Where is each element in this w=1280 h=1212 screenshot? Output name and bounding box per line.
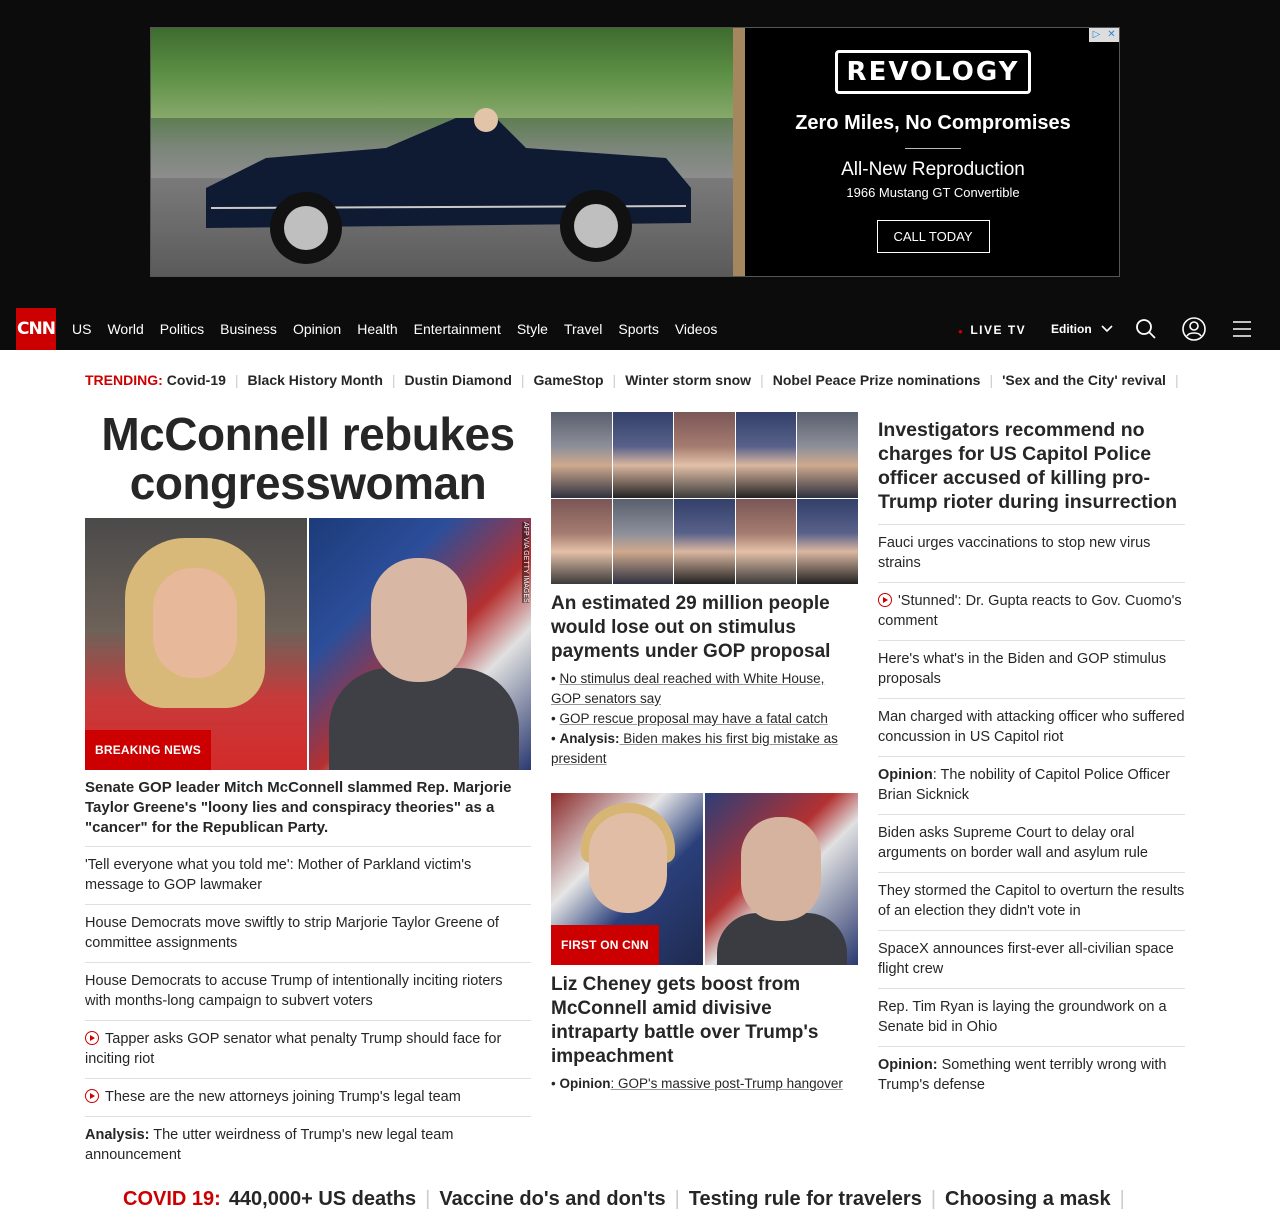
nav-link-travel[interactable]: Travel xyxy=(563,321,603,337)
senators-grid-image[interactable] xyxy=(551,412,858,584)
top-nav xyxy=(0,308,1280,350)
video-play-icon xyxy=(85,1031,99,1045)
ad-headline: Zero Miles, No Compromises xyxy=(795,112,1071,134)
edition-selector[interactable] xyxy=(1051,308,1113,350)
trending-label: TRENDING: xyxy=(85,372,163,388)
list-item[interactable]: Opinion: The nobility of Capitol Police Officer Brian Sicknick xyxy=(878,756,1185,814)
ad-banner-area xyxy=(0,0,1280,308)
list-item[interactable]: These are the new attorneys joining Trump's legal team xyxy=(85,1078,531,1116)
trending-item[interactable]: Covid-19 xyxy=(166,372,226,388)
opinion-label: Opinion: xyxy=(878,1057,938,1073)
edition-label: Edition xyxy=(1051,322,1092,336)
cheney-mcconnell-image[interactable] xyxy=(551,793,858,965)
list-item[interactable]: Opinion: Something went terribly wrong with Trump's defense xyxy=(878,1046,1185,1104)
trending-item[interactable]: 'Sex and the City' revival xyxy=(1002,372,1166,388)
cnn-logo[interactable]: CNN xyxy=(16,308,56,350)
nav-link-opinion[interactable]: Opinion xyxy=(292,321,342,337)
nav-link-health[interactable]: Health xyxy=(357,321,398,337)
analysis-label: Analysis: xyxy=(85,1127,150,1143)
list-item[interactable]: House Democrats move swiftly to strip Marjorie Taylor Greene of committee assignments xyxy=(85,904,531,962)
ad-call-today-button[interactable]: CALL TODAY xyxy=(877,220,990,253)
list-item[interactable]: 'Stunned': Dr. Gupta reacts to Gov. Cuomo's comment xyxy=(878,582,1185,640)
nav-link-style[interactable]: Style xyxy=(516,321,548,337)
image-credit: AFP VIA GETTY IMAGES xyxy=(522,522,529,603)
video-play-icon xyxy=(85,1089,99,1103)
lead-summary[interactable]: Senate GOP leader Mitch McConnell slammed Rep. Marjorie Taylor Greene's "loony lies and conspiracy theories" as a "cancer" for the Republican Party. xyxy=(85,779,512,836)
nav-link-world[interactable]: World xyxy=(107,321,144,337)
list-item[interactable]: Tapper asks GOP senator what penalty Trump should face for inciting riot xyxy=(85,1020,531,1078)
lead-image[interactable] xyxy=(85,518,531,770)
covid-link[interactable]: Testing rule for travelers xyxy=(688,1187,922,1210)
list-item[interactable]: They stormed the Capitol to overturn the results of an election they didn't vote in xyxy=(878,872,1185,930)
covid-link[interactable]: Vaccine do's and don'ts xyxy=(439,1187,666,1210)
list-item[interactable]: Fauci urges vaccinations to stop new virus strains xyxy=(878,524,1185,582)
breaking-news-badge: BREAKING NEWS xyxy=(85,730,211,770)
ad-brand-logo: REVOLOGY xyxy=(835,50,1031,94)
nav-link-entertainment[interactable]: Entertainment xyxy=(413,321,501,337)
list-item[interactable]: SpaceX announces first-ever all-civilian space flight crew xyxy=(878,930,1185,988)
bullet-item[interactable]: • GOP rescue proposal may have a fatal catch xyxy=(551,709,858,729)
user-icon[interactable] xyxy=(1182,317,1206,341)
nav-links xyxy=(72,308,733,350)
list-item[interactable]: Here's what's in the Biden and GOP stimulus proposals xyxy=(878,640,1185,698)
chevron-down-icon xyxy=(1101,325,1113,333)
ad-divider xyxy=(905,148,961,149)
covid-link[interactable]: Choosing a mask xyxy=(945,1187,1111,1210)
live-tv-label: LIVE TV xyxy=(970,323,1027,337)
opinion-label: Opinion xyxy=(878,767,933,783)
nav-link-business[interactable]: Business xyxy=(220,321,277,337)
ad-subhead: All-New Reproduction xyxy=(841,159,1025,180)
list-item[interactable]: House Democrats to accuse Trump of intentionally inciting rioters with months-long campaign to subvert voters xyxy=(85,962,531,1020)
stimulus-bullets xyxy=(551,669,858,769)
covid-link[interactable]: 440,000+ US deaths xyxy=(228,1187,417,1210)
trending-item[interactable]: Black History Month xyxy=(247,372,383,388)
live-tv-link[interactable] xyxy=(958,308,1026,354)
stimulus-headline[interactable]: An estimated 29 million people would lose out on stimulus payments under GOP proposal xyxy=(551,593,831,662)
nav-link-videos[interactable]: Videos xyxy=(674,321,718,337)
trending-item[interactable]: Dustin Diamond xyxy=(404,372,512,388)
trending-bar: TRENDING: Covid-19 | Black History Month | Dustin Diamond | GameStop | Winter storm snow | Nobel Peace Prize nominations | 'Sex and the City' revival | xyxy=(85,372,1179,388)
cheney-headline[interactable]: Liz Cheney gets boost from McConnell amid divisive intraparty battle over Trump's impeachment xyxy=(551,974,819,1067)
ad-car-photo[interactable] xyxy=(151,28,733,277)
list-item[interactable]: Rep. Tim Ryan is laying the groundwork on a Senate bid in Ohio xyxy=(878,988,1185,1046)
list-item[interactable]: 'Tell everyone what you told me': Mother of Parkland victim's message to GOP lawmaker xyxy=(85,846,531,904)
nav-link-politics[interactable]: Politics xyxy=(159,321,205,337)
nav-link-sports[interactable]: Sports xyxy=(618,321,659,337)
capitol-police-headline[interactable]: Investigators recommend no charges for US Capitol Police officer accused of killing pro-Trump rioter during insurrection xyxy=(878,419,1178,513)
bullet-item[interactable]: • Opinion: GOP's massive post-Trump hangover xyxy=(551,1074,858,1094)
car-illustration xyxy=(196,78,696,268)
list-item[interactable]: Man charged with attacking officer who suffered concussion in US Capitol riot xyxy=(878,698,1185,756)
bullet-item[interactable]: • No stimulus deal reached with White House, GOP senators say xyxy=(551,669,858,709)
right-story-list xyxy=(878,524,1185,1104)
advertisement[interactable] xyxy=(150,27,1120,277)
trending-item[interactable]: Nobel Peace Prize nominations xyxy=(772,372,981,388)
lead-related-list xyxy=(85,846,531,1174)
covid-strip: COVID 19: 440,000+ US deaths | Vaccine do's and don'ts | Testing rule for travelers | Choosing a mask | xyxy=(123,1187,1125,1210)
first-on-cnn-badge: FIRST ON CNN xyxy=(551,925,659,965)
bullet-item[interactable]: • Analysis: Biden makes his first big mistake as president xyxy=(551,729,858,769)
right-column xyxy=(878,418,1185,1104)
ad-model: 1966 Mustang GT Convertible xyxy=(846,185,1020,200)
menu-icon[interactable] xyxy=(1230,317,1254,341)
trending-item[interactable]: Winter storm snow xyxy=(625,372,752,388)
list-item[interactable]: Biden asks Supreme Court to delay oral arguments on border wall and asylum rule xyxy=(878,814,1185,872)
cheney-bullets xyxy=(551,1074,858,1094)
search-icon[interactable] xyxy=(1134,317,1158,341)
middle-column xyxy=(551,412,858,1094)
lead-headline[interactable]: McConnell rebukes congresswoman xyxy=(101,408,515,509)
adchoices-icon[interactable]: ▷ ✕ xyxy=(1089,28,1119,42)
live-dot-icon: ● xyxy=(958,327,965,336)
trending-item[interactable]: GameStop xyxy=(533,372,604,388)
lead-column xyxy=(85,410,531,1174)
list-item[interactable]: Analysis: The utter weirdness of Trump's new legal team announcement xyxy=(85,1116,531,1174)
covid-label: COVID 19: xyxy=(123,1187,221,1210)
nav-link-us[interactable]: US xyxy=(72,321,92,337)
video-play-icon xyxy=(878,593,892,607)
